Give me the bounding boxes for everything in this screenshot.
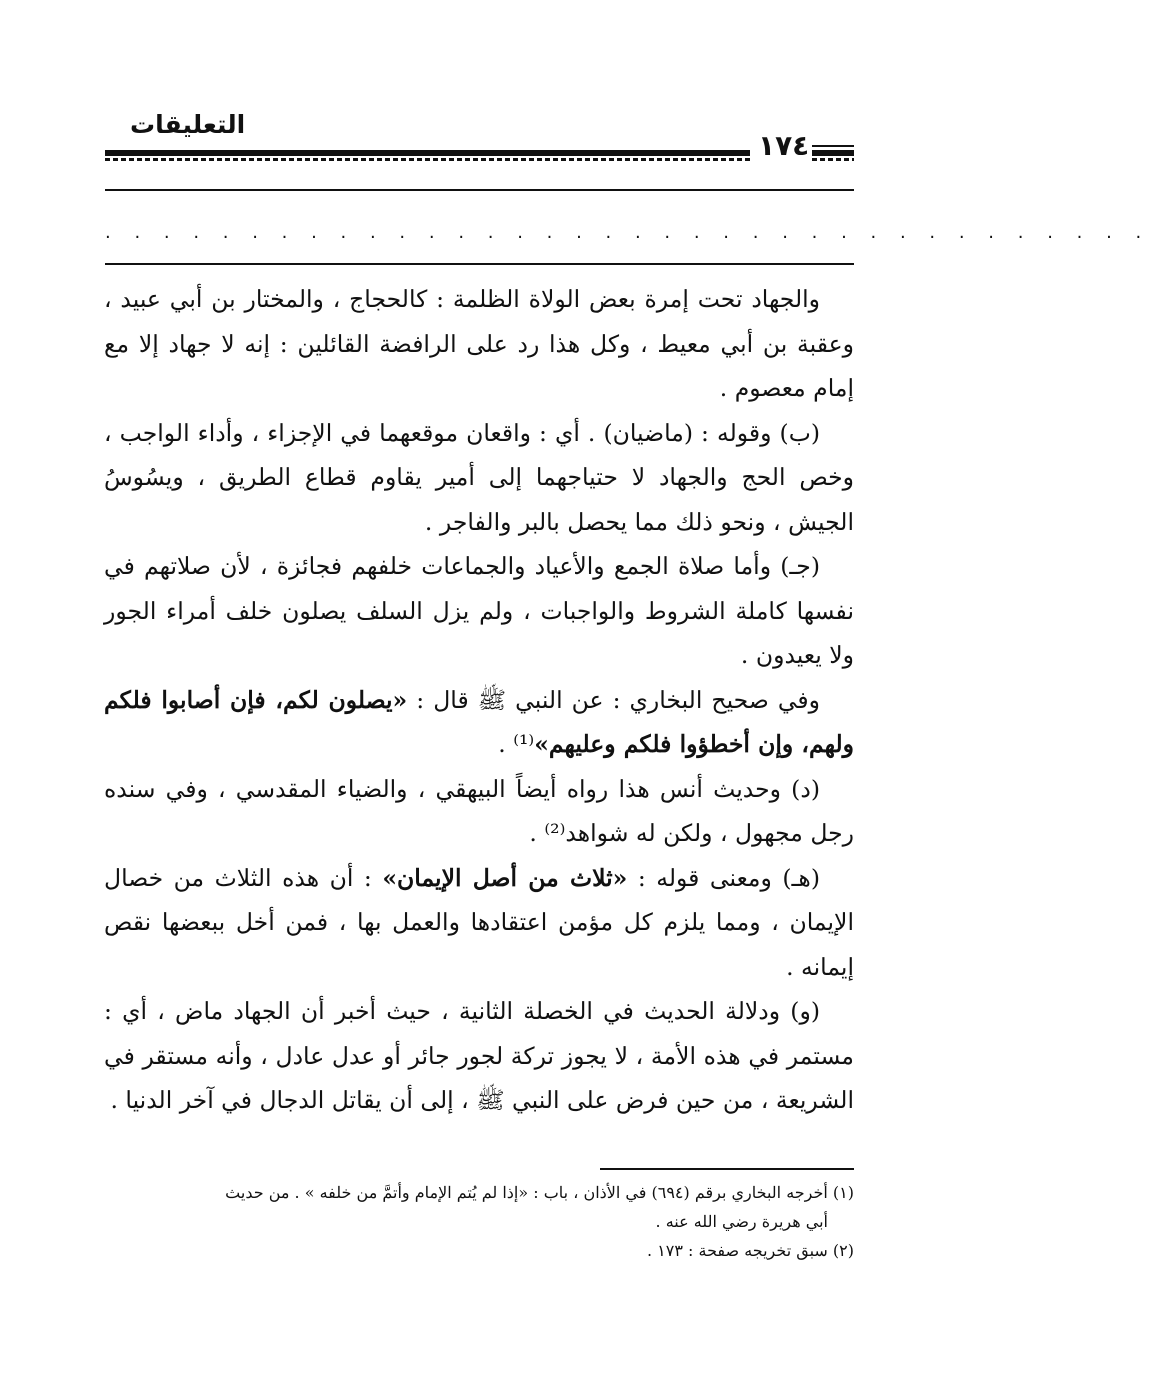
header-rule-right-dashed xyxy=(812,158,854,161)
footnote-ref-2: ⁽²⁾ xyxy=(544,819,566,847)
paragraph-w: (و) ودلالة الحديث في الخصلة الثانية ، حيث أخبر أن الجهاد ماض ، أي : مستمر في هذه الأمة ، لا يجوز تركة لجور جائر أو عدل عادل ، وأنه مستقر في الشريعة ، من حين فرض على النبي ﷺ ، إلى أن يقاتل الدجال في آخر الدنيا . xyxy=(104,997,854,1114)
footnote-1-continuation: أبي هريرة رضي الله عنه . xyxy=(655,1212,828,1231)
bukhari-end: . xyxy=(498,730,514,758)
footnote-ref-1: ⁽¹⁾ xyxy=(513,730,535,758)
header-rule-left-thick xyxy=(105,150,750,156)
paragraph-jihad: والجهاد تحت إمرة بعض الولاة الظلمة : كالحجاج ، والمختار بن أبي عبيد ، وعقبة بن أبي معيط ، وكل هذا رد على الرافضة القائلين : إنه لا جهاد إلا مع إمام معصوم . xyxy=(104,285,854,402)
quoted-text-top-rule xyxy=(105,189,854,191)
running-header-title: التعليقات xyxy=(130,110,246,139)
bukhari-hadith-quote: «يصلون لكم، فإن أصابوا فلكم ولهم، وإن أخطؤوا فلكم وعليهم» xyxy=(104,685,854,758)
footnotes xyxy=(104,1178,854,1265)
header-rule-right-thin xyxy=(812,145,854,147)
paragraph-h xyxy=(104,856,854,990)
bukhari-intro: وفي صحيح البخاري : عن النبي ﷺ قال : xyxy=(407,685,820,714)
page-number: ١٧٤ xyxy=(758,129,810,162)
header-rule-left-dashed xyxy=(105,158,750,161)
paragraph-bukhari xyxy=(104,678,854,767)
quoted-text-bottom-rule xyxy=(105,263,854,265)
paragraph-d xyxy=(104,767,854,856)
paragraph-j: (جـ) وأما صلاة الجمع والأعياد والجماعات خلفهم فجائزة ، لأن صلاتهم في نفسها كاملة الشروط والواجبات ، ولم يزل السلف يصلون خلف أمراء الجور ولا يعيدون . xyxy=(104,552,854,669)
quoted-text-placeholder-dots: . . . . . . . . . . . . . . . . . . . . . . . . . . . . . . . . . . . . xyxy=(105,222,1150,243)
paragraph-d-end: . xyxy=(529,819,545,847)
footnote-1: (١) أخرجه البخاري برقم (٦٩٤) في الأذان ، باب : «إذا لم يُتم الإمام وأتمَّ من خلفه » . من حديث xyxy=(225,1183,854,1202)
paragraph-h-quote: «ثلاث من أصل الإيمان» xyxy=(382,863,628,892)
paragraph-h-rest: : أن هذه الثلاث من خصال الإيمان ، ومما يلزم كل مؤمن اعتقادها والعمل بها ، فمن أخل ببعضها نقص إيمانه . xyxy=(104,863,854,981)
commentary-body xyxy=(104,277,854,1123)
paragraph-h-intro: (هـ) ومعنى قوله : xyxy=(627,863,820,892)
header-rule-right-thick xyxy=(812,150,854,156)
paragraph-d-text: (د) وحديث أنس هذا رواه أيضاً البيهقي ، والضياء المقدسي ، وفي سنده رجل مجهول ، ولكن له شواهد xyxy=(104,774,854,847)
footnote-2: (٢) سبق تخريجه صفحة : ١٧٣ . xyxy=(647,1241,854,1260)
footnote-separator xyxy=(600,1168,854,1170)
paragraph-b: (ب) وقوله : (ماضيان) . أي : واقعان موقعهما في الإجزاء ، وأداء الواجب ، وخص الحج والجهاد لا حتياجهما إلى أمير يقاوم قطاع الطريق ، ويسُوسُ الجيش ، ونحو ذلك مما يحصل بالبر والفاجر . xyxy=(104,418,854,536)
